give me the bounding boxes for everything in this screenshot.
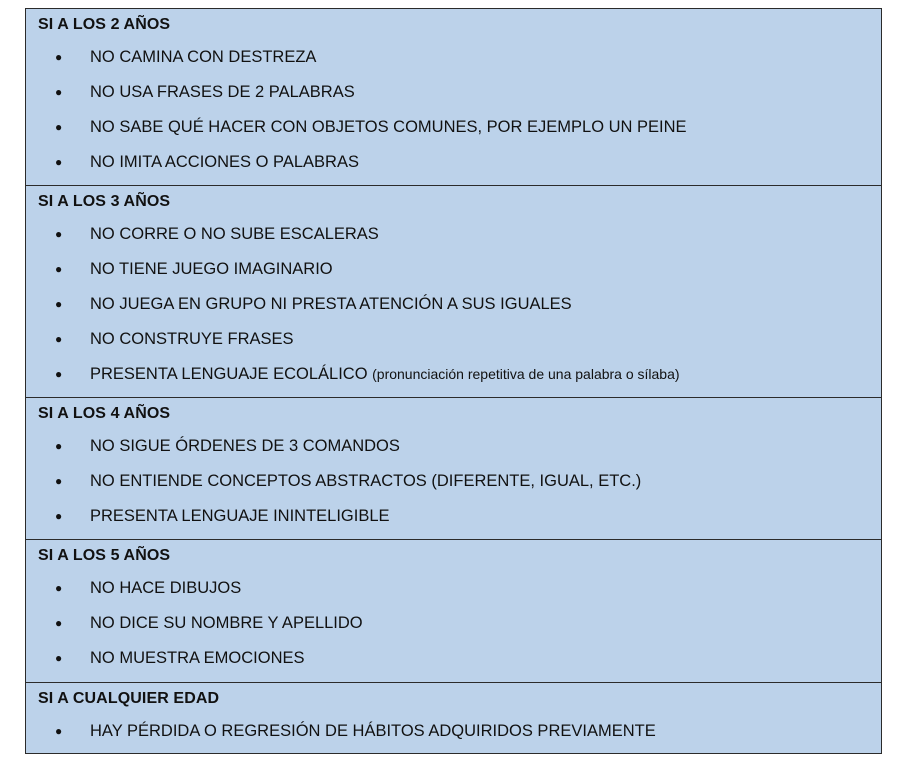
list-item — [26, 571, 881, 606]
list-item-text: NO DICE SU NOMBRE Y APELLIDO — [90, 614, 363, 632]
section-age-2 — [26, 9, 881, 186]
bullet-icon: ● — [55, 651, 63, 665]
bullet-icon: ● — [55, 332, 63, 346]
list-item — [26, 641, 881, 676]
list-item — [26, 252, 881, 287]
bullet-icon: ● — [55, 85, 63, 99]
list-item-text: NO IMITA ACCIONES O PALABRAS — [90, 153, 359, 171]
bullet-icon: ● — [55, 724, 63, 738]
list-item — [26, 40, 881, 75]
list-item — [26, 217, 881, 252]
list-item-text: PRESENTA LENGUAJE ININTELIGIBLE — [90, 507, 390, 525]
bullet-icon: ● — [55, 616, 63, 630]
bullet-icon: ● — [55, 120, 63, 134]
list-item — [26, 145, 881, 180]
list-item-text: NO MUESTRA EMOCIONES — [90, 649, 305, 667]
list-item-text: NO ENTIENDE CONCEPTOS ABSTRACTOS (DIFERENTE, IGUAL, ETC.) — [90, 472, 642, 490]
item-note: (pronunciación repetitiva de una palabra o sílaba) — [372, 366, 680, 382]
section-age-4 — [26, 398, 881, 540]
list-item-text: NO CORRE O NO SUBE ESCALERAS — [90, 225, 379, 243]
section-header: SI A LOS 3 AÑOS — [38, 193, 171, 210]
bullet-icon: ● — [55, 262, 63, 276]
bullet-icon: ● — [55, 581, 63, 595]
list-item-text-with-note — [90, 357, 680, 392]
list-item — [26, 287, 881, 322]
list-item-text: NO HACE DIBUJOS — [90, 579, 242, 597]
section-age-5 — [26, 540, 881, 683]
list-item — [26, 429, 881, 464]
list-item — [26, 606, 881, 641]
section-header: SI A CUALQUIER EDAD — [38, 690, 220, 707]
bullet-icon: ● — [55, 367, 63, 381]
list-item-text: NO USA FRASES DE 2 PALABRAS — [90, 83, 355, 101]
bullet-icon: ● — [55, 227, 63, 241]
list-item — [26, 75, 881, 110]
section-age-3 — [26, 186, 881, 398]
bullet-icon: ● — [55, 297, 63, 311]
list-item-text: NO JUEGA EN GRUPO NI PRESTA ATENCIÓN A SUS IGUALES — [90, 295, 572, 313]
section-any-age — [26, 683, 881, 753]
warning-signs-table — [25, 8, 882, 754]
list-item — [26, 464, 881, 499]
list-item — [26, 357, 881, 392]
list-item-text: NO TIENE JUEGO IMAGINARIO — [90, 260, 333, 278]
bullet-icon: ● — [55, 155, 63, 169]
bullet-icon: ● — [55, 50, 63, 64]
list-item-text: PRESENTA LENGUAJE ECOLÁLICO — [90, 365, 368, 383]
bullet-icon: ● — [55, 509, 63, 523]
list-item-text: NO CAMINA CON DESTREZA — [90, 48, 317, 66]
list-item — [26, 499, 881, 534]
list-item — [26, 322, 881, 357]
section-header: SI A LOS 2 AÑOS — [38, 16, 171, 33]
list-item-text: HAY PÉRDIDA O REGRESIÓN DE HÁBITOS ADQUIRIDOS PREVIAMENTE — [90, 722, 656, 740]
list-item-text: NO SABE QUÉ HACER CON OBJETOS COMUNES, POR EJEMPLO UN PEINE — [90, 118, 687, 136]
bullet-icon: ● — [55, 439, 63, 453]
bullet-icon: ● — [55, 474, 63, 488]
list-item-text: NO CONSTRUYE FRASES — [90, 330, 294, 348]
list-item-text: NO SIGUE ÓRDENES DE 3 COMANDOS — [90, 437, 400, 455]
section-header: SI A LOS 5 AÑOS — [38, 547, 171, 564]
section-header: SI A LOS 4 AÑOS — [38, 405, 171, 422]
list-item — [26, 110, 881, 145]
list-item — [26, 714, 881, 749]
